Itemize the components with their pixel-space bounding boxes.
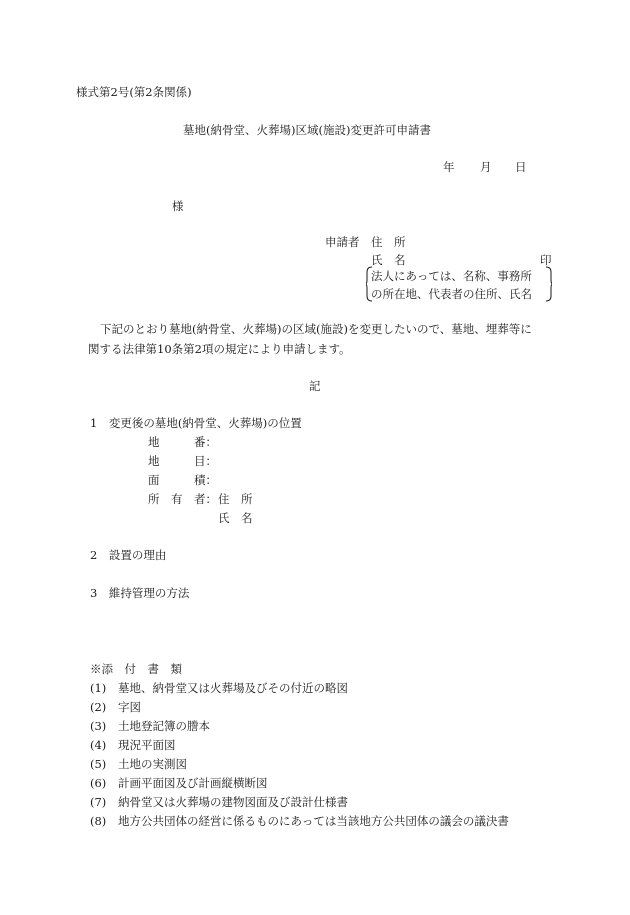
- attachment-item: 土地の実測図: [118, 757, 187, 771]
- section3-heading: 3 維持管理の方法: [90, 586, 190, 600]
- addressee-suffix: 様: [172, 199, 184, 213]
- date-year: 年: [443, 160, 455, 174]
- attachment-number: (5): [90, 757, 107, 771]
- attachment-number: (2): [90, 700, 107, 714]
- attachment-number: (3): [90, 719, 107, 733]
- applicant-label: 申請者: [325, 235, 360, 249]
- seal-mark: 印: [540, 253, 552, 267]
- document-title: 墓地(納骨堂、火葬場)区域(施設)変更許可申請書: [183, 123, 431, 137]
- attachment-item: 字図: [118, 700, 141, 714]
- applicant-name-label: 氏 名: [371, 253, 406, 267]
- attachment-number: (4): [90, 738, 107, 752]
- attachment-item: 納骨堂又は火葬場の建物図面及び設計仕様書: [118, 795, 348, 809]
- section2-heading: 2 設置の理由: [90, 548, 167, 562]
- attachment-item: 墓地、納骨堂又は火葬場及びその付近の略図: [118, 681, 348, 695]
- corporate-note-line1: 法人にあっては、名称、事務所: [371, 269, 532, 283]
- date-day: 日: [515, 160, 527, 174]
- lot-number-label: 地 番：: [148, 435, 217, 449]
- attachments-heading: ※添 付 書 類: [90, 662, 182, 676]
- form-label: 様式第2号(第2条関係): [76, 85, 192, 99]
- attachment-item: 地方公共団体の経営に係るものにあっては当該地方公共団体の議会の議決書: [118, 814, 509, 828]
- attachment-number: (6): [90, 776, 107, 790]
- attachment-item: 土地登記簿の謄本: [118, 719, 210, 733]
- owner-name-label: 氏 名: [218, 511, 253, 525]
- area-label: 面 積：: [148, 473, 217, 487]
- attachment-number: (7): [90, 795, 107, 809]
- owner-label: 所 有 者：: [148, 492, 217, 506]
- attachment-number: (8): [90, 814, 107, 828]
- attachment-item: 計画平面図及び計画縦横断図: [118, 776, 268, 790]
- section1-heading: 1 変更後の墓地(納骨堂、火葬場)の位置: [90, 416, 302, 430]
- ki-heading: 記: [309, 379, 321, 393]
- applicant-address-label: 住 所: [371, 235, 406, 249]
- attachment-number: (1): [90, 681, 107, 695]
- land-category-label: 地 目：: [148, 454, 217, 468]
- body-text-line1: 下記のとおり墓地(納骨堂、火葬場)の区域(施設)を変更したいので、墓地、埋葬等に: [100, 322, 532, 336]
- owner-address-label: 住 所: [218, 492, 253, 506]
- corporate-note-line2: の所在地、代表者の住所、氏名: [371, 287, 532, 301]
- body-text-line2: 関する法律第10条第2項の規定により申請します。: [88, 342, 351, 356]
- attachment-item: 現況平面図: [118, 738, 176, 752]
- date-month: 月: [480, 160, 492, 174]
